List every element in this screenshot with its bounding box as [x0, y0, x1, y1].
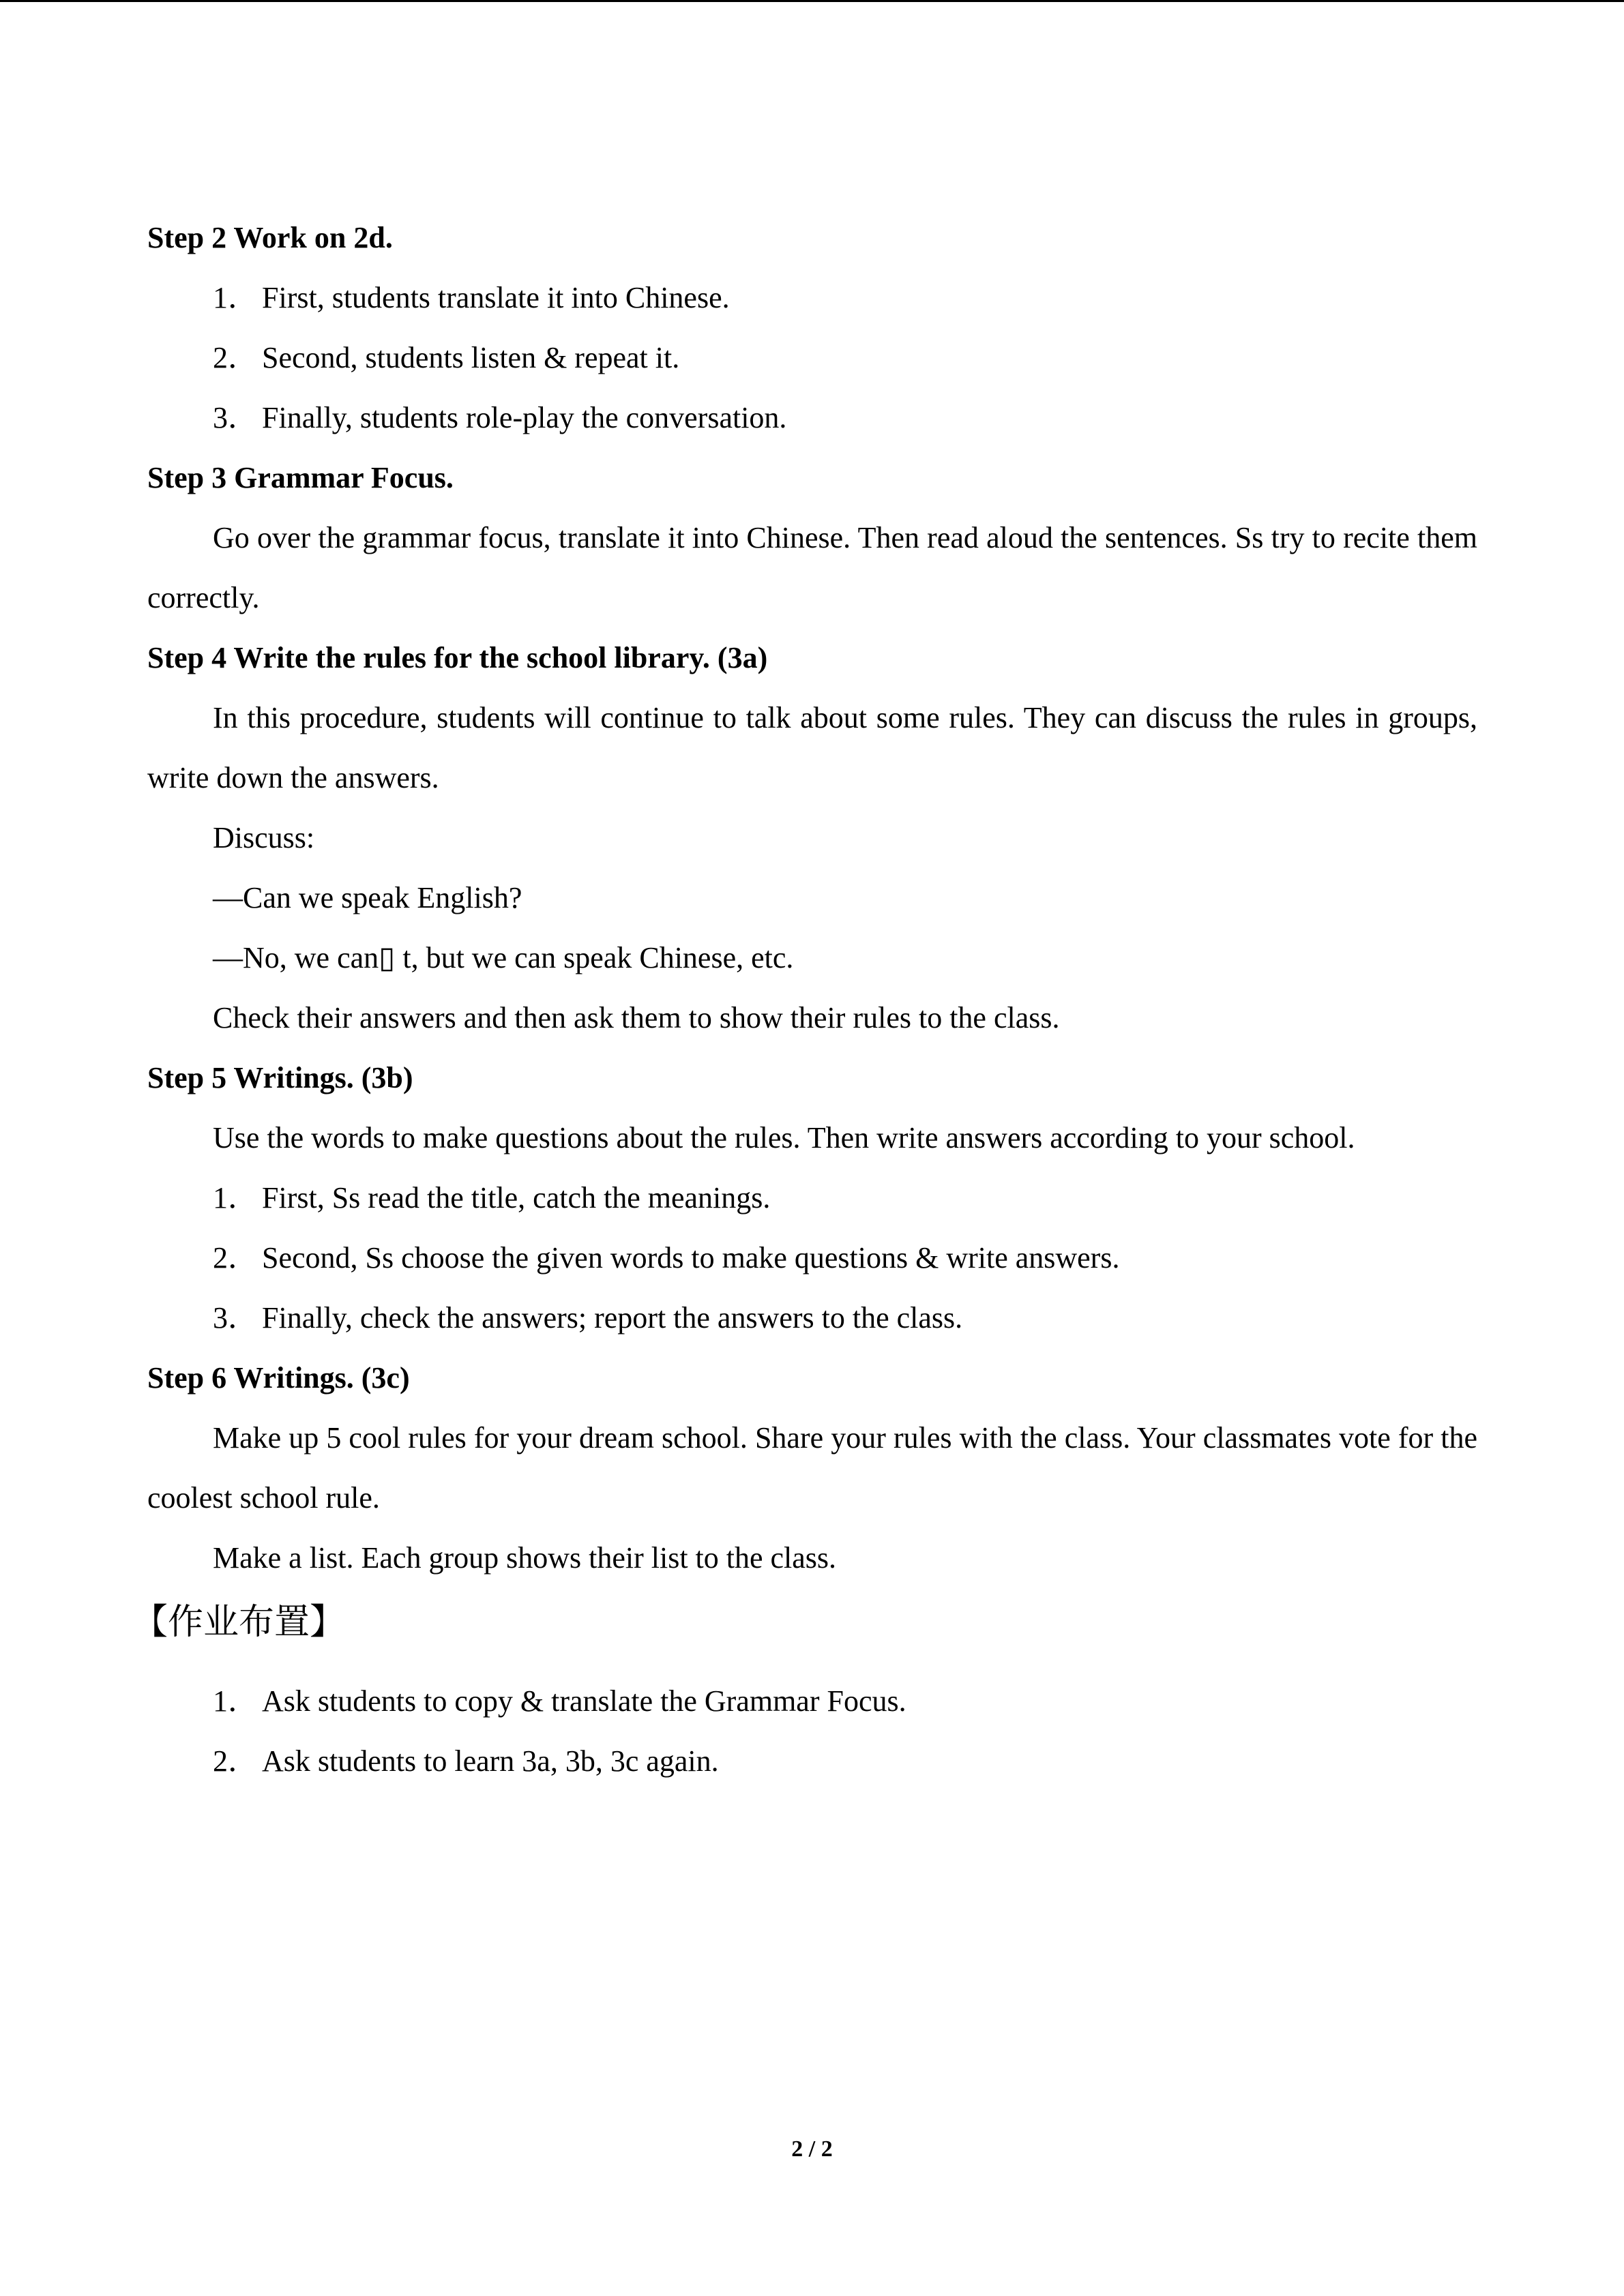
step-3-paragraph: Go over the grammar focus, translate it into Chinese. Then read aloud the sentences. Ss try to recite them correctly.: [147, 521, 1477, 614]
step-2-item-1: [147, 278, 1477, 318]
item-number: 3．: [213, 401, 258, 434]
item-number: 1．: [213, 1684, 258, 1718]
item-number: 1．: [213, 281, 258, 314]
item-text: Second, students listen & repeat it.: [262, 341, 680, 374]
step-6-paragraph: Make up 5 cool rules for your dream school. Share your rules with the class. Your classmates vote for the coolest school rule.: [147, 1421, 1477, 1515]
step-2-heading: Step 2 Work on 2d.: [147, 221, 393, 254]
item-number: 3．: [213, 1301, 258, 1335]
item-text: First, students translate it into Chinese.: [262, 281, 730, 314]
homework-item-2: [147, 1742, 1477, 1781]
step-5-instruction: Use the words to make questions about the rules. Then write answers according to your school.: [213, 1121, 1355, 1154]
step-5-item-2: [147, 1238, 1477, 1278]
homework-heading: 【作业布置】: [132, 1602, 346, 1643]
item-number: 2．: [213, 1744, 258, 1778]
step-2-item-3: [147, 398, 1477, 438]
step-4-dialog-question: —Can we speak English?: [213, 881, 522, 914]
item-number: 2．: [213, 1241, 258, 1274]
item-number: 2．: [213, 341, 258, 374]
item-text: Ask students to learn 3a, 3b, 3c again.: [262, 1744, 719, 1778]
step-4-dialog-answer: —No, we can▯ t, but we can speak Chinese, etc.: [213, 941, 794, 974]
step-2-item-2: [147, 338, 1477, 378]
step-6-heading: Step 6 Writings. (3c): [147, 1361, 410, 1395]
step-4-heading: Step 4 Write the rules for the school library. (3a): [147, 641, 768, 674]
step-5-item-1: [147, 1178, 1477, 1218]
item-text: Finally, students role-play the conversation.: [262, 401, 787, 434]
step-4-paragraph: In this procedure, students will continue to talk about some rules. They can discuss the rules in groups, write down the answers.: [147, 701, 1477, 794]
page-number: 2 / 2: [791, 2136, 833, 2162]
item-text: Ask students to copy & translate the Grammar Focus.: [262, 1684, 906, 1718]
item-number: 1．: [213, 1181, 258, 1214]
item-text: First, Ss read the title, catch the meanings.: [262, 1181, 771, 1214]
step-5-heading: Step 5 Writings. (3b): [147, 1061, 413, 1094]
step-5-item-3: [147, 1298, 1477, 1338]
step-4-discuss-label: Discuss:: [213, 821, 315, 854]
document-body: [132, 218, 1477, 1802]
step-3-heading: Step 3 Grammar Focus.: [147, 461, 454, 494]
step-4-check-line: Check their answers and then ask them to show their rules to the class.: [213, 1001, 1060, 1034]
step-6-list-line: Make a list. Each group shows their list to the class.: [213, 1541, 837, 1575]
homework-item-1: [147, 1682, 1477, 1721]
item-text: Second, Ss choose the given words to make questions & write answers.: [262, 1241, 1120, 1274]
top-border-line: [0, 0, 1624, 2]
item-text: Finally, check the answers; report the answers to the class.: [262, 1301, 963, 1335]
